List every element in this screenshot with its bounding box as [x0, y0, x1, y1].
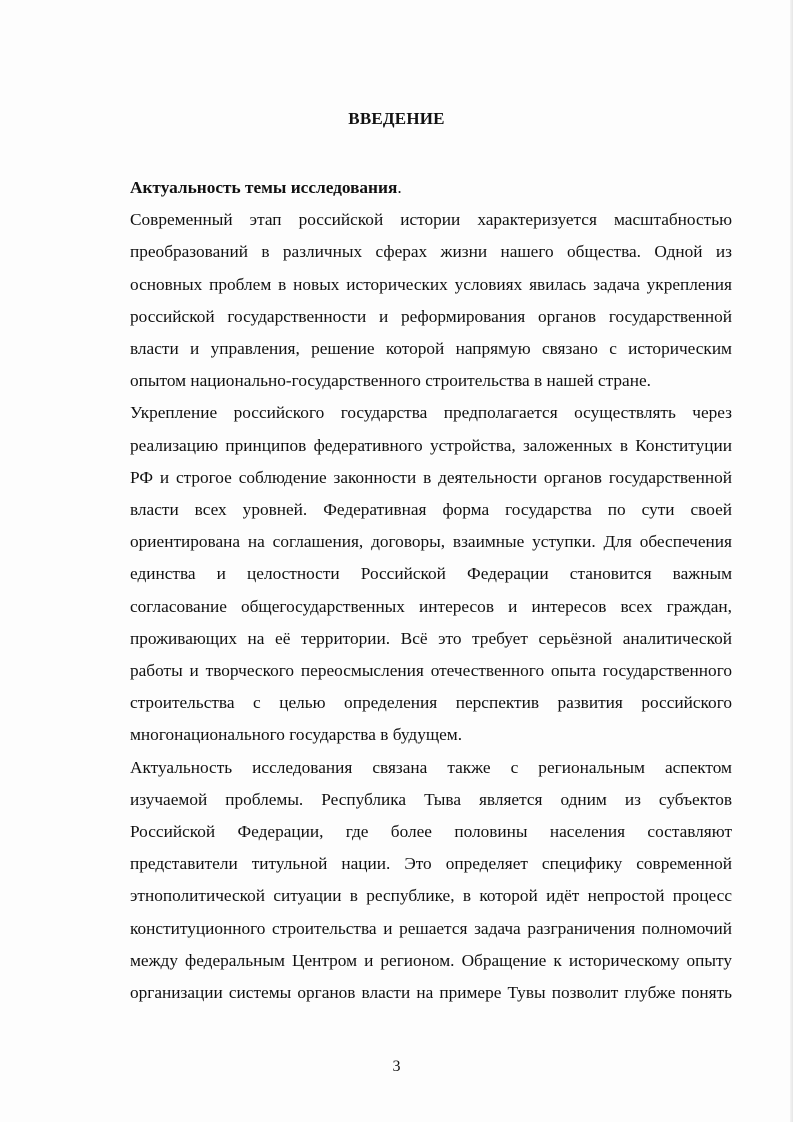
text-line: РФ и строгое соблюдение законности в деятельности органов государственной — [130, 467, 732, 487]
text-line: ориентирована на соглашения, договоры, взаимные уступки. Для обеспечения — [130, 532, 732, 552]
text-line: между федеральным Центром и регионом. Обращение к историческому опыту — [130, 950, 732, 970]
text-line: этнополитической ситуации в республике, в которой идёт непростой процесс — [130, 886, 732, 906]
text-line: Укрепление российского государства предполагается осуществлять через — [130, 403, 732, 423]
text-line: работы и творческого переосмысления отечественного опыта государственного — [130, 661, 732, 681]
paragraph — [96, 397, 732, 751]
text-line: организации системы органов власти на примере Тувы позволит глубже понять — [130, 983, 732, 1003]
body-text — [96, 172, 732, 1009]
text-line: Российской Федерации, где более половины населения составляют — [130, 822, 732, 842]
text-line: власти и управления, решение которой напрямую связано с историческим — [130, 339, 732, 359]
page-title: ВВЕДЕНИЕ — [348, 109, 445, 128]
text-line: многонационального государства в будущем. — [130, 725, 463, 745]
page-number: 3 — [392, 1058, 401, 1075]
section-heading-punct: . — [397, 178, 402, 197]
section-heading — [96, 172, 732, 204]
text-line: преобразований в различных сферах жизни нашего общества. Одной из — [130, 242, 732, 262]
text-line: основных проблем в новых исторических условиях явилась задача укрепления — [130, 274, 732, 294]
paragraph — [96, 204, 732, 397]
text-line: Современный этап российской истории характеризуется масштабностью — [130, 210, 732, 230]
text-line: реализацию принципов федеративного устройства, заложенных в Конституции — [130, 435, 732, 455]
text-line: строительства с целью определения перспектив развития российского — [130, 693, 732, 713]
text-line: единства и целостности Российской Федерации становится важным — [130, 564, 732, 584]
text-line: согласование общегосударственных интересов и интересов всех граждан, — [130, 596, 732, 616]
paragraphs — [96, 204, 732, 1009]
section-heading-text: Актуальность темы исследования — [130, 178, 398, 197]
text-line: проживающих на её территории. Всё это требует серьёзной аналитической — [130, 628, 732, 648]
text-line: власти всех уровней. Федеративная форма государства по сути своей — [130, 500, 732, 520]
text-line: Актуальность исследования связана также с региональным аспектом — [130, 757, 732, 777]
text-line: опытом национально-государственного строительства в нашей стране. — [130, 371, 651, 391]
paragraph — [96, 752, 732, 1010]
text-line: российской государственности и реформирования органов государственной — [130, 306, 732, 326]
text-line: представители титульной нации. Это определяет специфику современной — [130, 854, 732, 874]
text-line: изучаемой проблемы. Республика Тыва является одним из субъектов — [130, 789, 732, 809]
text-line: конституционного строительства и решается задача разграничения полномочий — [130, 918, 732, 938]
